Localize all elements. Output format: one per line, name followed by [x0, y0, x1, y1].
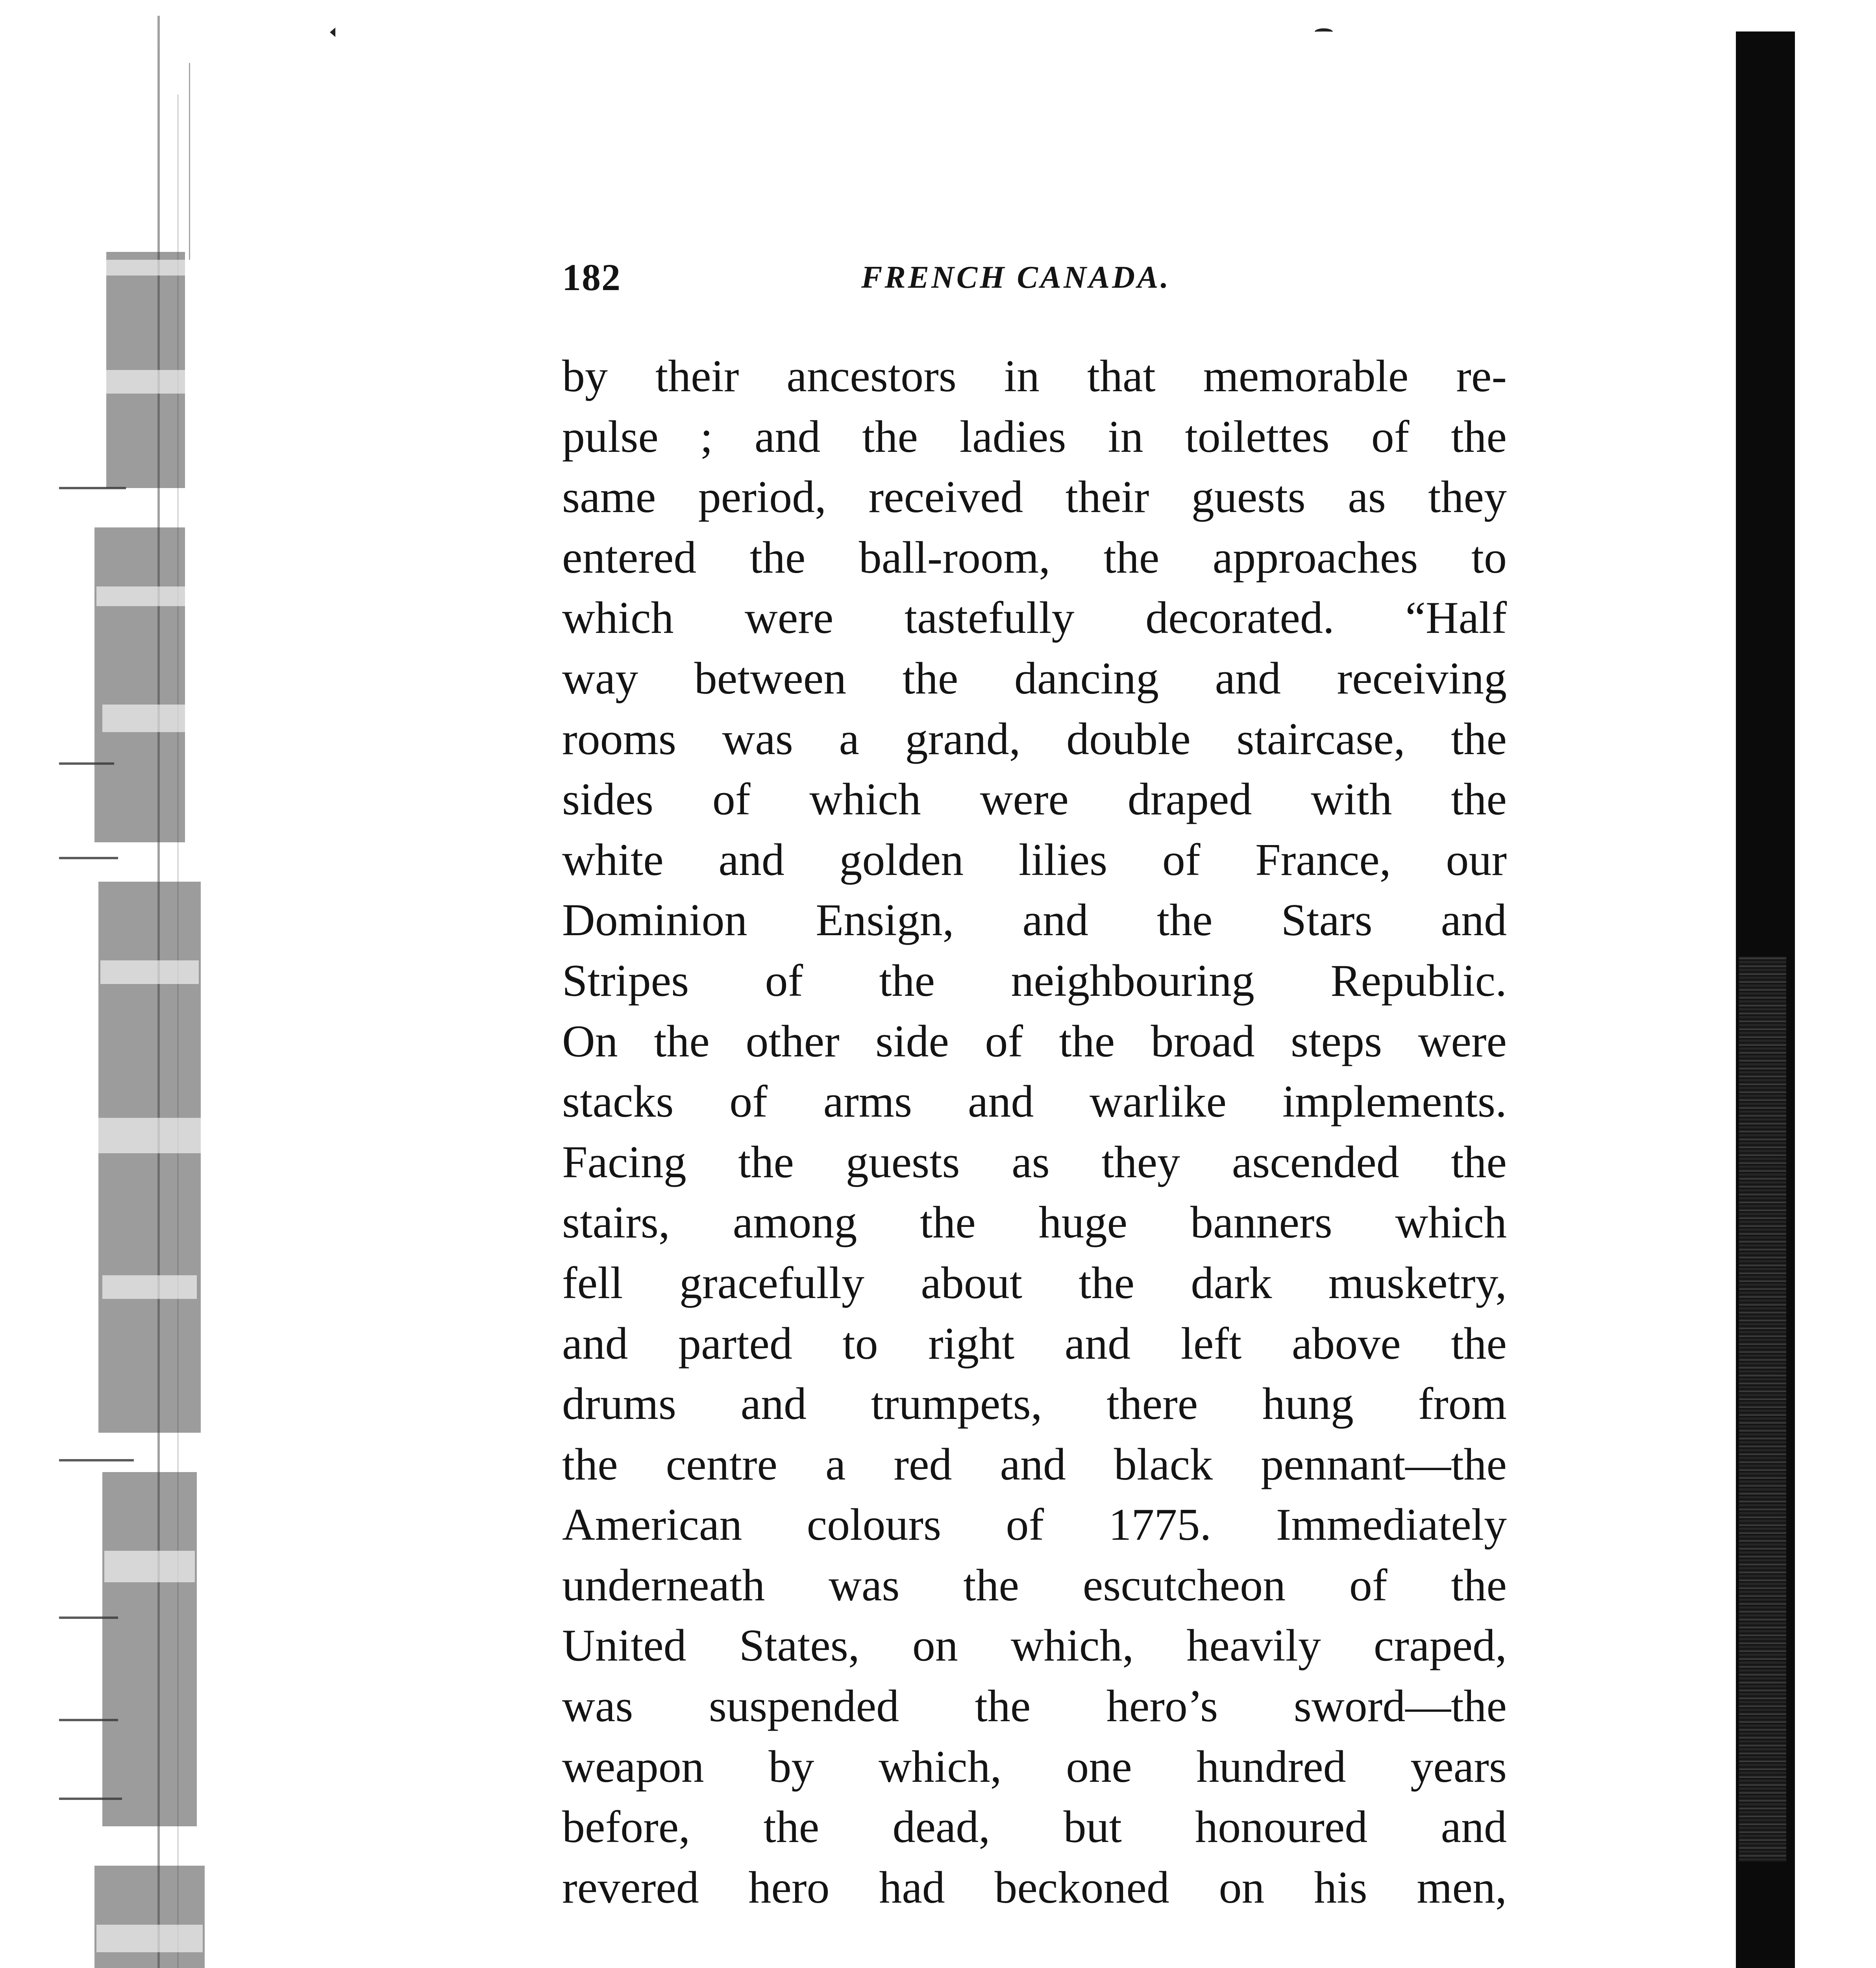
page-number: 182 [562, 256, 621, 298]
text-line: revered hero had beckoned on his men, [562, 1862, 1507, 1913]
text-line: weapon by which, one hundred years [562, 1741, 1507, 1792]
text-line: rooms was a grand, double staircase, the [562, 714, 1507, 764]
text-line: Stripes of the neighbouring Republic. [562, 955, 1507, 1006]
running-head [562, 256, 1212, 299]
text-line: stacks of arms and warlike implements. [562, 1076, 1507, 1127]
text-line: before, the dead, but honoured and [562, 1802, 1507, 1853]
text-line: underneath was the escutcheon of the [562, 1560, 1507, 1611]
text-line: On the other side of the broad steps were [562, 1016, 1507, 1067]
text-line: way between the dancing and receiving [562, 653, 1507, 704]
text-line: entered the ball-room, the approaches to [562, 532, 1507, 583]
text-line: fell gracefully about the dark musketry, [562, 1258, 1507, 1308]
text-line: pulse ; and the ladies in toilettes of the [562, 411, 1507, 462]
scan-tick [330, 28, 335, 37]
text-line: which were tastefully decorated. “Half [562, 593, 1507, 644]
binding-texture [1739, 956, 1786, 1862]
text-line: drums and trumpets, there hung from [562, 1379, 1507, 1430]
text-line: by their ancestors in that memorable re- [562, 351, 1507, 401]
text-line: was suspended the hero’s sword—the [562, 1681, 1507, 1732]
text-line: and parted to right and left above the [562, 1318, 1507, 1369]
text-line: white and golden lilies of France, our [562, 834, 1507, 885]
text-line: American colours of 1775. Immediately [562, 1500, 1507, 1550]
body-text [562, 346, 1507, 1918]
text-line: Facing the guests as they ascended the [562, 1137, 1507, 1187]
running-title: FRENCH CANADA. [861, 260, 1171, 295]
text-line: Dominion Ensign, and the Stars and [562, 895, 1507, 946]
text-line: stairs, among the huge banners which [562, 1197, 1507, 1248]
text-line: the centre a red and black pennant—the [562, 1439, 1507, 1490]
scan-mark [1315, 28, 1333, 35]
scan-edge-noise [59, 16, 224, 1968]
binding-shadow [1736, 31, 1795, 1968]
text-line: same period, received their guests as they [562, 472, 1507, 523]
text-line: sides of which were draped with the [562, 774, 1507, 825]
text-line: United States, on which, heavily craped, [562, 1620, 1507, 1671]
